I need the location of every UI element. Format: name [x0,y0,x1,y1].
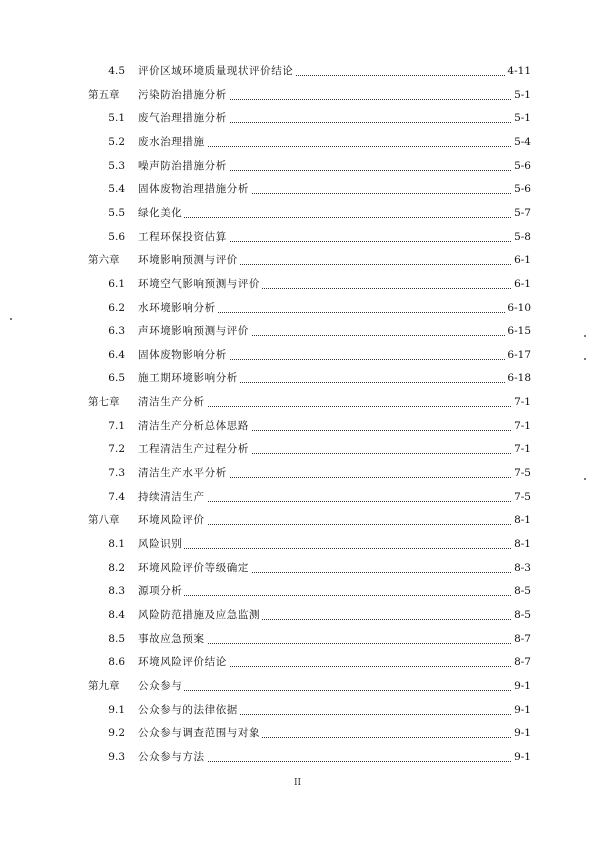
toc-entry-number: 8.2 [108,561,125,574]
toc-entry-title: 清洁生产分析 [138,396,205,409]
scan-speck [584,335,586,337]
toc-entry-title: 环境风险评价结论 [138,656,227,669]
toc-entry-page: 5-1 [514,88,531,101]
toc-section-row[interactable] [0,63,595,79]
toc-entry-title: 环境风险评价等级确定 [138,561,249,574]
toc-entry-page: 7-5 [514,467,531,479]
toc-section-row[interactable] [0,489,595,505]
toc-entry-title: 源项分析 [138,585,183,598]
toc-entry-number: 5.1 [108,112,125,125]
toc-entry-number: 7.3 [108,467,125,479]
toc-entry-number: 7.2 [108,443,125,456]
toc-section-row[interactable] [0,441,595,457]
toc-entry-number: 6.2 [108,301,125,314]
toc-dot-leader [138,547,527,549]
toc-entry-page: 8-1 [514,514,531,527]
toc-entry-page: 8-5 [514,585,531,598]
toc-entry-page: 9-1 [514,679,531,692]
toc-section-row[interactable] [0,607,595,623]
toc-entry-page: 7-1 [514,396,531,409]
toc-section-row[interactable] [0,205,595,221]
toc-entry-page: 6-1 [514,277,531,290]
toc-entry-title: 环境风险评价 [138,514,205,527]
toc-section-row[interactable] [0,749,595,765]
toc-section-row[interactable] [0,725,595,741]
toc-entry-number: 8.4 [108,608,125,621]
toc-entry-title: 公众参与的法律依据 [138,703,238,716]
toc-entry-page: 8-1 [514,538,531,550]
scan-speck [584,358,586,360]
toc-section-row[interactable] [0,583,595,599]
toc-entry-number: 8.3 [108,585,125,598]
toc-entry-number: 6.4 [108,348,125,361]
toc-entry-number: 5.3 [108,159,125,172]
toc-section-row[interactable] [0,418,595,434]
toc-entry-page: 6-15 [507,325,531,338]
toc-entry-page: 6-10 [507,301,531,314]
toc-entry-page: 7-5 [514,490,531,503]
toc-entry-number: 8.5 [108,632,125,645]
toc-entry-number: 5.2 [108,135,125,148]
toc-entry-number: 第九章 [88,679,120,692]
toc-dot-leader [138,594,527,596]
toc-entry-page: 5-6 [514,183,531,196]
toc-entry-number: 第七章 [88,396,120,409]
scan-speck [584,478,586,480]
toc-section-row[interactable] [0,702,595,718]
toc-entry-number: 6.3 [108,325,125,338]
toc-entry-page: 8-7 [514,632,531,645]
toc-entry-page: 5-1 [514,112,531,125]
toc-entry-number: 6.5 [108,372,125,385]
toc-entry-title: 工程环保投资估算 [138,230,227,243]
toc-section-row[interactable] [0,110,595,126]
toc-section-row[interactable] [0,158,595,174]
toc-entry-title: 声环境影响预测与评价 [138,325,249,338]
toc-entry-title: 水环境影响分析 [138,301,216,314]
toc-chapter-row[interactable] [0,394,595,410]
toc-entry-title: 工程清洁生产过程分析 [138,443,249,456]
toc-entry-title: 噪声防治措施分析 [138,159,227,172]
toc-entry-page: 5-4 [514,135,531,148]
toc-section-row[interactable] [0,323,595,339]
toc-entry-number: 5.4 [108,183,125,196]
toc-entry-title: 公众参与调查范围与对象 [138,727,261,740]
toc-entry-title: 清洁生产水平分析 [138,467,227,479]
toc-section-row[interactable] [0,347,595,363]
toc-section-row[interactable] [0,134,595,150]
toc-entry-page: 7-1 [514,443,531,456]
toc-entry-title: 持续清洁生产 [138,490,205,503]
toc-entry-page: 9-1 [514,750,531,763]
toc-entry-page: 5-7 [514,206,531,219]
toc-entry-title: 废气治理措施分析 [138,112,227,125]
toc-entry-title: 公众参与方法 [138,750,205,763]
toc-section-row[interactable] [0,181,595,197]
toc-section-row[interactable] [0,300,595,316]
page-number: II [293,778,302,788]
toc-entry-page: 6-1 [514,254,531,267]
toc-entry-number: 第六章 [88,254,120,267]
toc-chapter-row[interactable] [0,252,595,268]
toc-entry-number: 9.1 [108,703,125,716]
toc-entry-number: 6.1 [108,277,125,290]
toc-entry-title: 评价区域环境质量现状评价结论 [138,65,294,77]
toc-entry-title: 固体废物影响分析 [138,348,227,361]
toc-entry-title: 施工期环境影响分析 [138,372,238,385]
toc-section-row[interactable] [0,654,595,670]
toc-entry-title: 固体废物治理措施分析 [138,183,249,196]
toc-entry-number: 9.3 [108,750,125,763]
toc-section-row[interactable] [0,631,595,647]
toc-section-row[interactable] [0,560,595,576]
scan-speck [10,318,12,320]
toc-entry-page: 7-1 [514,419,531,432]
toc-entry-page: 9-1 [514,727,531,740]
toc-entry-title: 公众参与 [138,679,183,692]
toc-section-row[interactable] [0,276,595,292]
toc-entry-number: 第五章 [88,88,120,101]
toc-entry-number: 9.2 [108,727,125,740]
toc-entry-title: 绿化美化 [138,206,183,219]
toc-entry-number: 4.5 [108,65,125,77]
toc-section-row[interactable] [0,370,595,386]
toc-entry-title: 污染防治措施分析 [138,88,227,101]
toc-entry-number: 7.4 [108,490,125,503]
toc-entry-page: 9-1 [514,703,531,716]
toc-chapter-row[interactable] [0,87,595,103]
toc-entry-number: 第八章 [88,514,120,527]
toc-entry-title: 清洁生产分析总体思路 [138,419,249,432]
toc-entry-page: 8-5 [514,608,531,621]
toc-entry-title: 风险识别 [138,538,183,550]
toc-section-row[interactable] [0,465,595,481]
toc-entry-page: 6-18 [507,372,531,385]
toc-chapter-row[interactable] [0,678,595,694]
toc-entry-number: 8.1 [108,538,125,550]
toc-section-row[interactable] [0,536,595,552]
toc-entry-page: 5-8 [514,230,531,243]
toc-dot-leader [138,689,527,691]
toc-chapter-row[interactable] [0,512,595,528]
toc-entry-page: 8-7 [514,656,531,669]
toc-section-row[interactable] [0,229,595,245]
toc-entry-page: 5-6 [514,159,531,172]
toc-entry-page: 8-3 [514,561,531,574]
toc-entry-number: 5.5 [108,206,125,219]
toc-entry-page: 4-11 [507,65,531,77]
toc-entry-number: 5.6 [108,230,125,243]
toc-entry-title: 废水治理措施 [138,135,205,148]
toc-entry-title: 事故应急预案 [138,632,205,645]
toc-entry-number: 7.1 [108,419,125,432]
toc-entry-title: 环境影响预测与评价 [138,254,238,267]
toc-dot-leader [138,216,527,218]
toc-entry-title: 风险防范措施及应急监测 [138,608,261,621]
toc-entry-number: 8.6 [108,656,125,669]
toc-entry-title: 环境空气影响预测与评价 [138,277,261,290]
toc-entry-page: 6-17 [507,348,531,361]
